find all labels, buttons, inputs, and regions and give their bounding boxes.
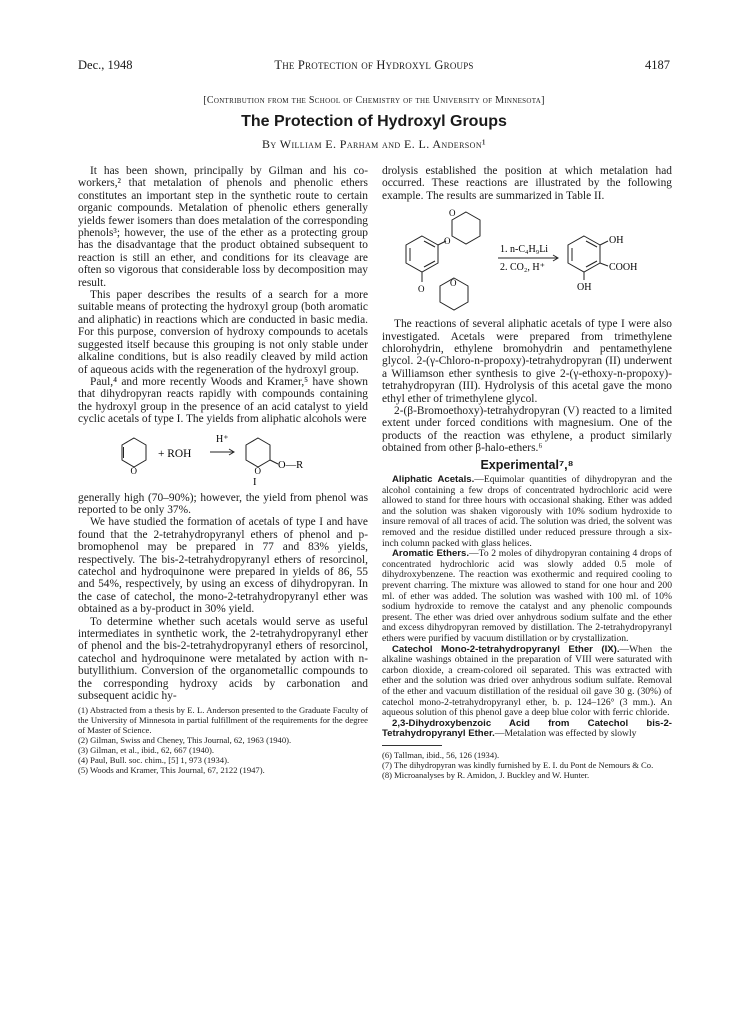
run-in-heading: Aromatic Ethers. — [392, 548, 470, 560]
acetal-structure — [246, 438, 278, 467]
experimental-paragraph — [382, 549, 672, 644]
experimental-section — [382, 475, 672, 740]
run-in-heading: Aliphatic Acetals. — [392, 474, 475, 486]
hydroxyl-label: OH — [577, 282, 592, 294]
paragraph: We have studied the formation of acetals of type I and have found that the 2-tetrahydropyranyl ethers of phenol and p-bromophenol may be prepared in 77 and 83% yields, respectively. The bis-2-tetrahydropyranyl ethers of resorcinol, catechol and hydroquinone were prepared in yields of 86, 55 and 54%, respectively, by using an excess of dihydropyran. In the case of catechol, the mono-2-tetrahydropyranyl ether was obtained as a by-product in 30% yield. — [78, 516, 368, 616]
paragraph-text: —To 2 moles of dihydropyran containing 4 drops of concentrated hydrochloric acid was slowly added 0.5 mole of dihydroxybenzene. The reaction was exothermic and required cooling to prevent charring. The mixture was allowed to stand for one hour and 200 ml. of ether was added. The solution was washed with 100 ml. of 10% sodium hydroxide to remove the catalyst and any phenolic compounds present. The ether was dried over anhydrous sodium sulfate and the ether and excess dihydropyran removed by distillation. The 2-tetrahydropyranyl ethers were purified by vacuum distillation or by crystallization. — [382, 548, 672, 644]
footnotes — [382, 750, 672, 780]
footnote: (3) Gilman, et al., ibid., 62, 667 (1940). — [78, 745, 215, 756]
paragraph: This paper describes the results of a search for a more suitable means of protecting the hydroxyl group (both aromatic and aliphatic) in reactions which are conducted in basic media. For this purpose, conversion of hydroxy compounds to acetals suggested itself because this grouping is not only stable under alkaline conditions, but is also readily cleaved by mild action of aqueous acids with the regeneration of the hydroxyl group. — [78, 289, 368, 376]
substituent-label: O—R — [278, 459, 304, 471]
paragraph-text: —Equimolar quantities of dihydropyran and the alcohol containing a few drops of concentrated hydrochloric acid were allowed to stand for three hours with occasional shaking. Ether was added and the solution was shaken vigorously with 10% sodium hydroxide to insure removal of all traces of acid. The solution was dried, the solvent was removed and the residue distilled under reduced pressure through a six-inch column packed with glass helices. — [382, 474, 672, 549]
experimental-paragraph — [382, 645, 672, 719]
carboxyl-label: COOH — [609, 262, 638, 274]
paragraph: drolysis established the position at which metalation had occurred. These reactions are illustrated by the following example. The results are summarized in Table II. — [382, 165, 672, 202]
footnote: (7) The dihydropyran was kindly furnished by E. I. du Pont de Nemours & Co. — [382, 759, 654, 770]
paragraph-text: —Metalation was effected by slowly — [494, 728, 637, 740]
ether-oxygen-label: O — [418, 284, 425, 295]
article-title: The Protection of Hydroxyl Groups — [241, 113, 507, 130]
ether-oxygen-label: O — [444, 236, 451, 247]
experimental-heading: Experimental⁷,⁸ — [480, 457, 574, 472]
paragraph: generally high (70–90%); however, the yield from phenol was reported to be only 37%. — [78, 491, 368, 516]
catalyst-label: H⁺ — [216, 433, 229, 445]
reagent-step-1: 1. n-C₄H₉Li — [500, 244, 549, 256]
catechol-bis-ether-structure — [406, 212, 480, 310]
dihydroxybenzoic-acid-structure — [568, 236, 608, 280]
paragraph: Paul,⁴ and more recently Woods and Kramer,⁵ have shown that dihydropyran reacts rapidly with compounds containing the hydroxyl group in the presence of an acid catalyst to yield cyclic acetals of type I. The yields from aliphatic alcohols were — [78, 375, 368, 426]
footnote: (4) Paul, Bull. soc. chim., [5] 1, 973 (1934). — [78, 755, 230, 766]
page-number: 4187 — [645, 58, 670, 72]
footnote: (1) Abstracted from a thesis by E. L. Anderson presented to the Graduate Faculty of the University of Minnesota in partial fulfillment of the requirements for the degree of Master of Science. — [78, 705, 368, 736]
issue-date: Dec., 1948 — [78, 58, 133, 72]
running-title: The Protection of Hydroxyl Groups — [274, 58, 474, 72]
author-line: By William E. Parham and E. L. Anderson¹ — [261, 137, 487, 151]
paragraph: To determine whether such acetals would serve as useful intermediates in synthetic work, the 2-tetrahydropyranyl ether of phenol and the bis-2-tetrahydropyranyl ethers of resorcinol, catechol and hydroquinone were metalated by action with n-butyllithium. Conversion of the organometallic compounds to the corresponding hydroxy acids by carbonation and subsequent acidic hy- — [78, 615, 368, 703]
run-in-heading: 2,3-Dihydroxybenzoic Acid from Catechol bis-2-Tetrahydropyranyl Ether. — [382, 717, 672, 740]
run-in-heading: Catechol Mono-2-tetrahydropyranyl Ether (IX). — [392, 643, 620, 655]
paragraph-text: —When the alkaline washings obtained in the preparation of VIII were saturated with carbon dioxide, a cream-colored oil separated. This was extracted with ether and the solution was dried over anhydrous sodium sulfate. Removal of the ether and vacuum distillation of the residual oil gave 30 g. (30%) of catechol mono-2-tetrahydropyranyl ether, b. p. 124–126° (3 mm.). An aqueous solution of this phenol gave a deep blue color with ferric chloride. — [382, 643, 672, 719]
reaction-arrow — [498, 255, 558, 261]
paragraph: It has been shown, principally by Gilman and his co-workers,² that metalation of phenols and phenolic ethers constitutes an important step in the synthetic route to certain organic compounds. Metalation of phenolic ethers generally yields fewer isomers than does metalation of the corresponding phenols³; however, the use of the ether as a protecting group has the disadvantage that the product obtained subsequent to reaction is still an ether, and conditions for its cleavage are often so vigorous that considerable loss by decomposition may result. — [78, 165, 368, 289]
footnote: (6) Tallman, ibid., 56, 126 (1934). — [382, 749, 500, 760]
right-column — [382, 165, 672, 780]
dihydropyran-structure — [122, 438, 146, 467]
ring-oxygen-label: O — [130, 465, 137, 476]
compound-label: I — [253, 476, 257, 488]
ring-oxygen-label: O — [254, 465, 261, 476]
reagent-label: + ROH — [158, 447, 192, 460]
paragraph: The reactions of several aliphatic acetals of type I were also investigated. Acetals were prepared from trimethylene chlorohydrin, ethylene bromohydrin and pentamethylene glycol. 2-(γ-Chloro-n-propoxy)-tetrahydropyran (II) underwent a Williamson ether synthesis to give 2-(γ-ethoxy-n-propoxy)-tetrahydropyran (III). Hydrolysis of this acetal gave the mono ethyl ether of trimethylene glycol. — [382, 318, 672, 405]
reaction-arrow — [210, 449, 234, 455]
footnote-rule — [382, 745, 442, 746]
contribution-line: [Contribution from the School of Chemistry of the University of Minnesota] — [203, 95, 545, 106]
running-header — [78, 58, 670, 74]
metalation-reaction-scheme — [382, 206, 672, 314]
experimental-paragraph — [382, 475, 672, 549]
reagent-step-2: 2. CO₂, H⁺ — [500, 262, 545, 274]
footnote: (5) Woods and Kramer, This Journal, 67, 2122 (1947). — [78, 765, 265, 776]
ring-oxygen-label: O — [449, 208, 456, 219]
hydroxyl-label: OH — [609, 235, 624, 247]
experimental-paragraph — [382, 719, 672, 740]
footnote: (2) Gilman, Swiss and Cheney, This Journal, 62, 1963 (1940). — [78, 735, 292, 746]
footnotes — [78, 705, 368, 775]
paragraph: 2-(β-Bromoethoxy)-tetrahydropyran (V) reacted to a limited extent under forced conditions with magnesium. One of the products of the reaction was ethylene, a product similarly obtained from other β-halo-ethers.⁶ — [382, 405, 672, 455]
footnote: (8) Microanalyses by R. Amidon, J. Buckley and W. Hunter. — [382, 769, 590, 780]
left-column — [78, 165, 368, 775]
dihydropyran-reaction-scheme — [78, 430, 368, 488]
ring-oxygen-label: O — [450, 278, 457, 289]
